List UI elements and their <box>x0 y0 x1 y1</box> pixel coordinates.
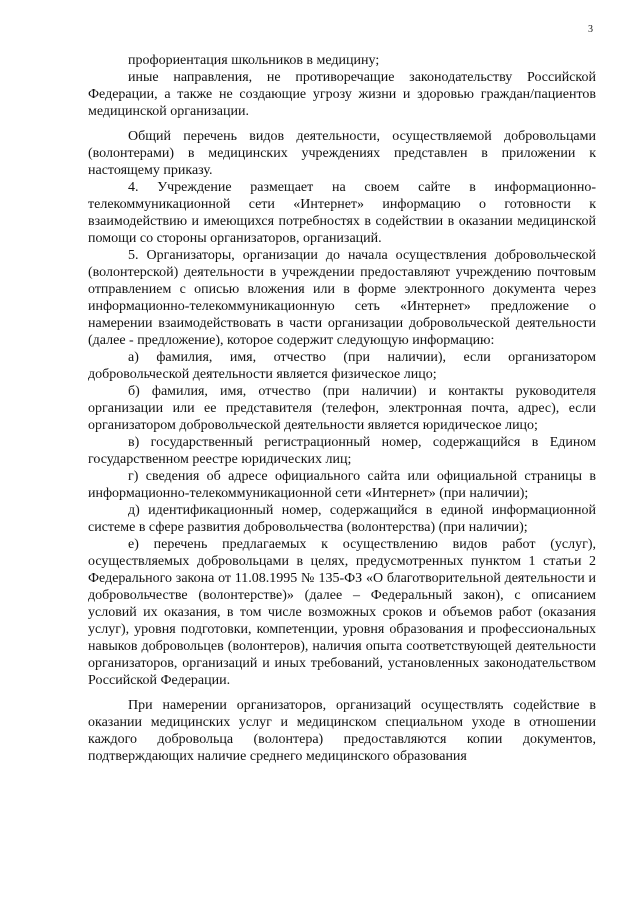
paragraph-activity-list: Общий перечень видов деятельности, осуществляемой добровольцами (волонтерами) в медицинских учреждениях представлен в приложении к настоящему приказу. <box>88 129 596 178</box>
document-body <box>88 52 596 765</box>
page-number: 3 <box>588 24 593 35</box>
paragraph-item-b: б) фамилия, имя, отчество (при наличии) и контакты руководителя организации или ее представителя (телефон, электронная почта, адрес), если организатором добровольческой деятельности является юридическое лицо; <box>88 384 596 433</box>
paragraph-list-item-career-guidance: профориентация школьников в медицину; <box>128 53 380 68</box>
paragraph-list-item-other-directions: иные направления, не противоречащие законодательству Российской Федерации, а также не создающие угрозу жизни и здоровью граждан/пациентов медицинской организации. <box>88 70 596 119</box>
paragraph-medical-assistance: При намерении организаторов, организаций осуществлять содействие в оказании медицинских услуг и медицинском специальном уходе в отношении каждого добровольца (волонтера) предоставляются копии документов, подтверждающих наличие среднего медицинского образования <box>88 698 596 764</box>
paragraph-item-g: г) сведения об адресе официального сайта или официальной страницы в информационно-телекоммуникационной сети «Интернет» (при наличии); <box>88 469 596 501</box>
paragraph-clause-4: 4. Учреждение размещает на своем сайте в информационно-телекоммуникационной сети «Интернет» информацию о готовности к взаимодействию и имеющихся потребностях в содействии в оказании медицинской помощи со стороны организаторов, организаций. <box>88 180 596 246</box>
paragraph-item-d: д) идентификационный номер, содержащийся в единой информационной системе в сфере развития добровольчества (волонтерства) (при наличии); <box>88 503 596 535</box>
paragraph-item-a: а) фамилия, имя, отчество (при наличии), если организатором добровольческой деятельности является физическое лицо; <box>88 350 596 382</box>
paragraph-item-v: в) государственный регистрационный номер, содержащийся в Едином государственном реестре юридических лиц; <box>88 435 596 467</box>
paragraph-clause-5: 5. Организаторы, организации до начала осуществления добровольческой (волонтерской) деятельности в учреждении предоставляют учреждению почтовым отправлением с описью вложения или в форме электронного документа через информационно-телекоммуникационную сеть «Интернет» предложение о намерении взаимодействовать в части организации добровольческой деятельности (далее - предложение), которое содержит следующую информацию: <box>88 248 596 348</box>
paragraph-item-e: е) перечень предлагаемых к осуществлению видов работ (услуг), осуществляемых добровольцами в целях, предусмотренных пунктом 1 статьи 2 Федерального закона от 11.08.1995 № 135-ФЗ «О благотворительной деятельности и добровольчестве (волонтерстве)» (далее – Федеральный закон), с описанием условий их оказания, в том числе возможных сроков и объемов работ (оказания услуг), уровня подготовки, компетенции, уровня образования и профессиональных навыков добровольцев (волонтеров), наличия опыта соответствующей деятельности организаторов, организаций и иных требований, установленных законодательством Российской Федерации. <box>88 537 596 688</box>
